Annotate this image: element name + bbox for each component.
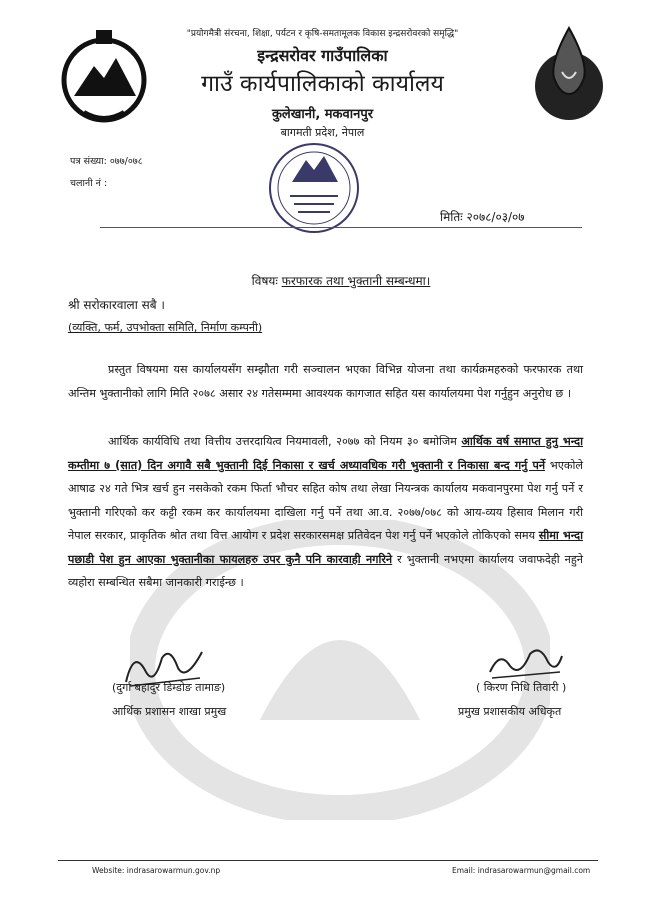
header-divider bbox=[100, 227, 582, 228]
addressee: श्री सरोकारवाला सबै । bbox=[68, 298, 165, 312]
right-signatory-name: ( किरण निधि तिवारी ) bbox=[476, 681, 567, 694]
municipality-logo bbox=[524, 22, 614, 122]
header-tagline: "प्रयोगमैत्री संरचना, शिक्षा, पर्यटन र कृषि-समतामूलक विकास इन्द्रसरोवरको समृद्धि" bbox=[186, 29, 459, 39]
subject-line bbox=[100, 272, 582, 289]
p2-highlight-late: सीमा भन्दा पछाडी पेश हुन आएका भुक्तानीका फायलहरु उपर कुनै पनि कारवाही नगरिने bbox=[68, 529, 583, 566]
footer-website: Website: indrasarowarmun.gov.np bbox=[92, 866, 221, 875]
footer-divider bbox=[58, 860, 598, 861]
letter-date: मितिः २०७८/०३/०७ bbox=[440, 210, 525, 224]
footer-email: Email: indrasarowarmun@gmail.com bbox=[452, 866, 591, 875]
office-location: कुलेखानी, मकवानपुर bbox=[271, 107, 374, 122]
left-signatory-title: आर्थिक प्रशासन शाखा प्रमुख bbox=[112, 705, 227, 718]
province-line: बागमती प्रदेश, नेपाल bbox=[280, 126, 365, 139]
p2-end: र भुक्तानी नभएमा कार्यालय जवाफदेही नहुने व्यहोरा सम्बन्धित सबैमा जानकारी गराईन्छ । bbox=[68, 552, 583, 589]
p2-middle: भएकोले आषाढ २४ गते भित्र खर्च हुन नसकेको रकम फिर्ता भौचर सहित कोष तथा लेखा नियन्त्रक कार्यालय मकवानपुरमा पेश गर्नु पर्ने र भुक्तानी गरिएको कर कट्टी रकम कर कार्यालयमा दाखिला गर्नु पर्ने तथा आ.व. २०७७/०७८ को आय-व्यय हिसाव मिलान गरी नेपाल सरकार, प्राकृतिक श्रोत तथा वित्त आयोग र प्रदेश सरकारसमक्ष प्रतिवेदन पेश गर्नु पर्ने भएकोले तोकिएको समय bbox=[68, 458, 584, 542]
letter-number: पत्र संख्या: ०७७/०७८ bbox=[70, 156, 143, 167]
p2-intro: आर्थिक कार्यविधि तथा वित्तीय उत्तरदायित्व नियमावली, २०७७ को नियम ३० बमोजिम bbox=[108, 435, 462, 448]
office-stamp bbox=[262, 138, 366, 236]
p2-highlight-deadline: आर्थिक वर्ष समाप्त हुनु भन्दा कम्तीमा ७ (सात) दिन अगावै सबै भुक्तानी दिई निकासा र खर्च अध्यावधिक गरी भुक्तानी र निकासा बन्द गर्नु पर्ने bbox=[68, 435, 583, 472]
subject-prefix: विषयः bbox=[251, 274, 278, 288]
left-signatory-name: (दुर्गा बहादुर डिम्डोङ तामाङ) bbox=[112, 681, 226, 694]
right-signature bbox=[486, 642, 566, 682]
subject-text: फरफारक तथा भुक्तानी सम्बन्धमा। bbox=[281, 274, 431, 288]
body-paragraph-1: प्रस्तुत विषयमा यस कार्यालयसँग सम्झौता गरी सञ्चालन भएका विभिन्न योजना तथा कार्यक्रमहरुको फरफारक तथा अन्तिम भुक्तानीको लागि मिति २०७८ असार २४ गतेसम्ममा आवश्यक कागजात सहित यस कार्यालयमा पेश गर्नुहुन अनुरोध छ । bbox=[68, 363, 583, 400]
addressee-detail: (व्यक्ति, फर्म, उपभोक्ता समिति, निर्माण कम्पनी) bbox=[68, 321, 263, 334]
dispatch-number: चलानी नं : bbox=[70, 178, 108, 189]
office-name: गाउँ कार्यपालिकाको कार्यालय bbox=[201, 71, 444, 97]
nepal-emblem-logo bbox=[54, 26, 154, 126]
municipality-name: इन्द्रसरोवर गाउँपालिका bbox=[257, 46, 388, 65]
right-signatory-title: प्रमुख प्रशासकीय अधिकृत bbox=[458, 705, 562, 718]
body-paragraph-2 bbox=[68, 430, 583, 595]
